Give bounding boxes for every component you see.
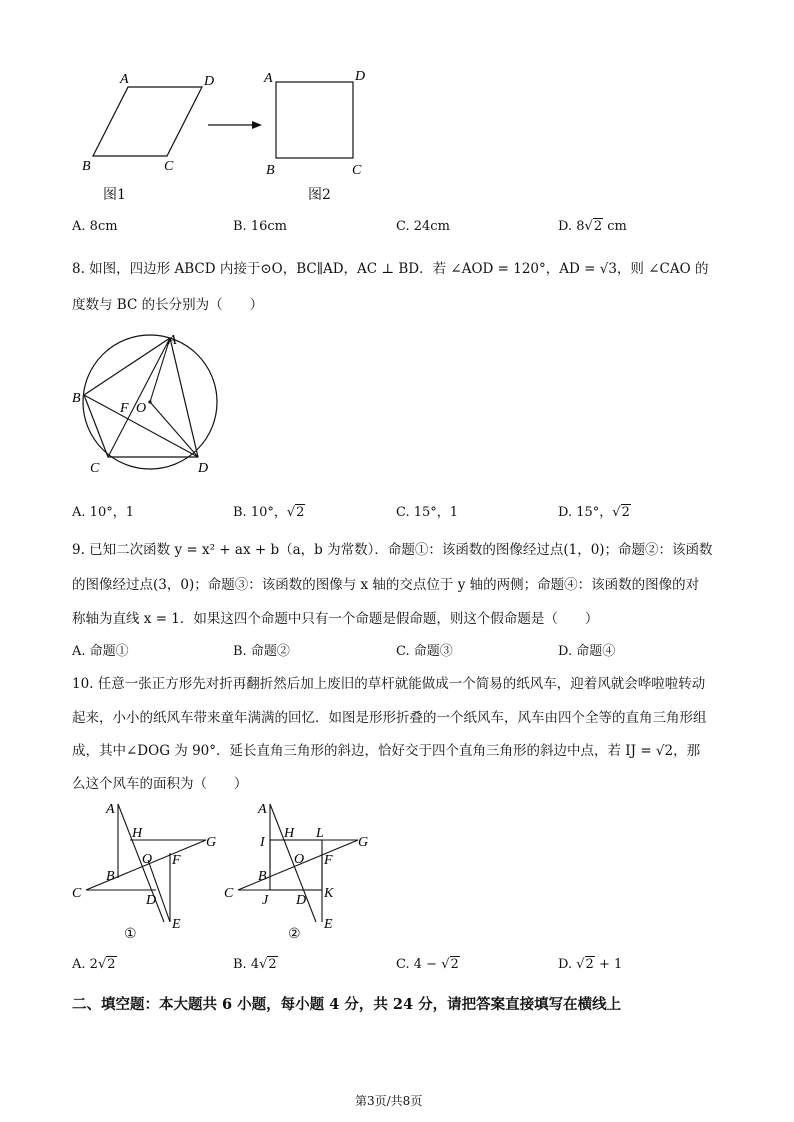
q9-option-d[interactable]: D. 命题④ [558, 644, 616, 659]
fig-circle-quadrilateral [70, 330, 230, 480]
caption-fig1: 图1 [103, 187, 126, 203]
label-h: H [284, 826, 295, 841]
label-d: D [146, 893, 157, 908]
label-f: F [172, 853, 181, 868]
page-number: 第3页/共8页 [355, 1094, 423, 1108]
label-d: D [198, 461, 209, 476]
q7-option-c[interactable]: C. 24cm [396, 219, 450, 234]
label-e: E [172, 917, 181, 932]
label-c2: C [352, 163, 362, 178]
q9-option-a[interactable]: A. 命题① [72, 644, 129, 659]
label-d: D [204, 74, 215, 89]
label-c: C [90, 461, 100, 476]
q8-option-a[interactable]: A. 10°，1 [72, 505, 134, 520]
label-a: A [120, 72, 129, 87]
label-a2: A [264, 71, 273, 86]
label-o: O [294, 852, 305, 867]
q9-stem-line3: 称轴为直线 x = 1．如果这四个命题中只有一个命题是假命题，则这个假命题是（ ） [72, 611, 599, 627]
label-a: A [106, 802, 115, 817]
label-a: A [258, 802, 267, 817]
label-e: E [324, 917, 333, 932]
label-f: F [324, 853, 333, 868]
label-l: L [316, 826, 324, 841]
label-b: B [258, 869, 267, 884]
q8-option-c[interactable]: C. 15°，1 [396, 505, 459, 520]
section-heading-fill-in: 二、填空题：本大题共 6 小题，每小题 4 分，共 24 分，请把答案直接填写在横线上 [72, 996, 622, 1013]
q10-option-a[interactable]: A. 2√2 [72, 957, 116, 972]
q8-option-b[interactable]: B. 10°，√2 [233, 505, 305, 520]
label-k: K [324, 886, 334, 901]
diag-ac [108, 338, 170, 457]
q8-option-d[interactable]: D. 15°，√2 [558, 505, 630, 520]
label-c: C [224, 886, 234, 901]
seg-a-ext [118, 804, 164, 922]
q9-stem-line1: 9. 已知二次函数 y = x² + ax + b（a，b 为常数）．命题①：该函数的图像经过点(1，0)；命题②：该函数 [72, 542, 713, 558]
label-b: B [82, 159, 91, 174]
fig-pinwheel-2 [218, 800, 378, 945]
q10-stem-line1: 10. 任意一张正方形先对折再翻折然后加上废旧的草杆就能做成一个简易的纸风车，迎着风就会哗啦啦转动 [72, 676, 706, 692]
caption-fig2: 图2 [308, 187, 331, 203]
q10-stem-line2: 起来，小小的纸风车带来童年满满的回忆．如图是形形折叠的一个纸风车，风车由四个全等的直角三角形组 [72, 710, 707, 726]
seg-a-ext [270, 804, 316, 922]
label-g: G [206, 835, 217, 850]
label-i: I [260, 835, 265, 850]
label-b: B [106, 869, 115, 884]
q9-stem-line2: 的图像经过点(3，0)；命题③：该函数的图像与 x 轴的交点位于 y 轴的两侧；命题④：该函数的图像的对 [72, 577, 700, 593]
label-a: A [168, 333, 177, 348]
q8-stem-line2: 度数与 BC 的长分别为（ ） [72, 297, 264, 313]
q9-option-c[interactable]: C. 命题③ [396, 644, 453, 659]
arrow-head [252, 121, 262, 129]
q10-option-d[interactable]: D. √2 + 1 [558, 957, 623, 972]
label-o: O [136, 401, 147, 416]
q10-option-c[interactable]: C. 4 − √2 [396, 957, 459, 972]
seg-e-ext [148, 860, 170, 922]
q10-stem-line4: 么这个风车的面积为（ ） [72, 776, 248, 792]
label-d2: D [355, 69, 366, 84]
seg-od [150, 402, 198, 457]
parallelogram-abcd [93, 87, 202, 156]
q8-stem-line1: 8. 如图，四边形 ABCD 内接于⊙O，BC∥AD，AC ⊥ BD．若 ∠AOD = 120°，AD = √3，则 ∠CAO 的 [72, 261, 709, 277]
label-o: O [142, 852, 153, 867]
label-f: F [120, 401, 129, 416]
q10-option-b[interactable]: B. 4√2 [233, 957, 277, 972]
q9-option-b[interactable]: B. 命题② [233, 644, 290, 659]
label-g: G [358, 835, 369, 850]
label-j: J [262, 893, 269, 908]
label-h: H [132, 826, 143, 841]
q7-option-a[interactable]: A. 8cm [72, 219, 118, 234]
caption-pinwheel-2: ② [288, 926, 301, 942]
q7-option-d[interactable]: D. 8√2 cm [558, 219, 627, 234]
label-b: B [72, 391, 81, 406]
q10-stem-line3: 成，其中∠DOG 为 90°．延长直角三角形的斜边，恰好交于四个直角三角形的斜边中点，若 IJ = √2，那 [72, 743, 701, 759]
label-d: D [296, 893, 307, 908]
fig-pinwheel-1 [66, 800, 226, 945]
label-c: C [164, 159, 174, 174]
label-c: C [72, 886, 82, 901]
square-abcd [276, 82, 353, 158]
label-b2: B [266, 163, 275, 178]
q7-option-b[interactable]: B. 16cm [233, 219, 287, 234]
caption-pinwheel-1: ① [124, 926, 137, 942]
center-dot [148, 400, 151, 403]
